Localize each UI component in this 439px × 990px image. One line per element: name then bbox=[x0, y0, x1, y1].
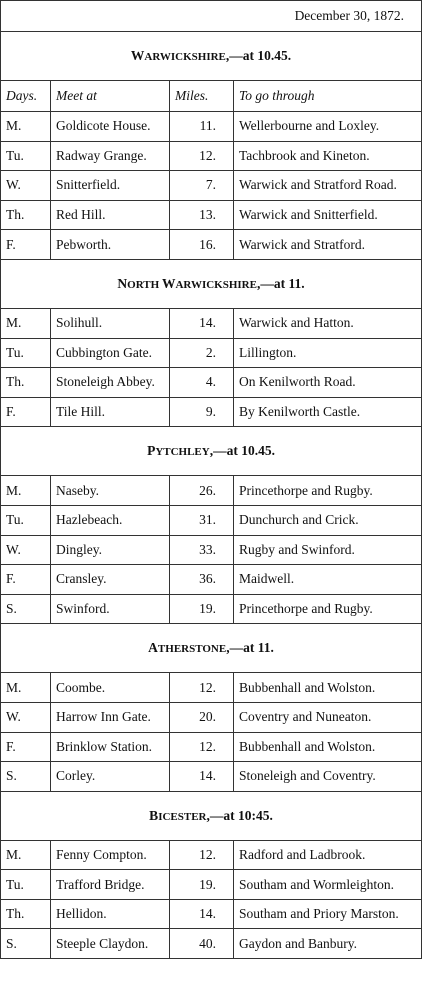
section-title bbox=[1, 32, 422, 81]
cell-miles: 33. bbox=[170, 535, 234, 565]
section-name-rest: ICESTER bbox=[158, 810, 207, 823]
cell-meet-at: Goldicote House. bbox=[51, 112, 170, 142]
table-row bbox=[1, 899, 422, 929]
section-name-rest-2: ARWICKSHIRE bbox=[175, 278, 257, 291]
cell-meet-at: Hellidon. bbox=[51, 899, 170, 929]
section-name-rest: ARWICKSHIRE bbox=[144, 51, 226, 63]
cell-meet-at: Fenny Compton. bbox=[51, 840, 170, 870]
cell-miles: 7. bbox=[170, 171, 234, 201]
table-row bbox=[1, 870, 422, 900]
cell-to-go-through: Gaydon and Banbury. bbox=[234, 929, 422, 959]
cell-day: S. bbox=[1, 929, 51, 959]
cell-to-go-through: Tachbrook and Kineton. bbox=[234, 141, 422, 171]
section-name-initial: W bbox=[130, 48, 145, 63]
cell-miles: 31. bbox=[170, 505, 234, 535]
cell-day: M. bbox=[1, 308, 51, 338]
cell-to-go-through: Warwick and Snitterfield. bbox=[234, 200, 422, 230]
cell-day: W. bbox=[1, 702, 51, 732]
table-row bbox=[1, 840, 422, 870]
cell-day: M. bbox=[1, 840, 51, 870]
cell-to-go-through: Bubbenhall and Wolston. bbox=[234, 732, 422, 762]
cell-meet-at: Brinklow Station. bbox=[51, 732, 170, 762]
cell-day: Tu. bbox=[1, 505, 51, 535]
cell-day: M. bbox=[1, 673, 51, 703]
cell-day: Th. bbox=[1, 899, 51, 929]
cell-meet-at: Tile Hill. bbox=[51, 397, 170, 427]
appointments-table-body bbox=[1, 1, 422, 959]
cell-to-go-through: Radford and Ladbrook. bbox=[234, 840, 422, 870]
cell-miles: 14. bbox=[170, 762, 234, 792]
cell-meet-at: Swinford. bbox=[51, 594, 170, 624]
table-row bbox=[1, 338, 422, 368]
cell-day: Th. bbox=[1, 200, 51, 230]
cell-miles: 40. bbox=[170, 929, 234, 959]
section-name-rest: ORTH bbox=[127, 278, 162, 291]
section-time: ,—at 10.45. bbox=[225, 48, 292, 63]
header-to-go-through: To go through bbox=[234, 81, 422, 112]
cell-to-go-through: Lillington. bbox=[234, 338, 422, 368]
cell-to-go-through: Princethorpe and Rugby. bbox=[234, 476, 422, 506]
cell-miles: 36. bbox=[170, 565, 234, 595]
section-name-rest: THERSTONE bbox=[157, 643, 227, 656]
cell-day: Tu. bbox=[1, 338, 51, 368]
cell-miles: 12. bbox=[170, 840, 234, 870]
cell-to-go-through: Warwick and Stratford. bbox=[234, 230, 422, 260]
cell-meet-at: Snitterfield. bbox=[51, 171, 170, 201]
cell-miles: 14. bbox=[170, 899, 234, 929]
section-title bbox=[1, 624, 422, 673]
cell-miles: 20. bbox=[170, 702, 234, 732]
cell-meet-at: Trafford Bridge. bbox=[51, 870, 170, 900]
cell-day: S. bbox=[1, 594, 51, 624]
column-header-row bbox=[1, 81, 422, 112]
cell-day: Tu. bbox=[1, 141, 51, 171]
cell-meet-at: Hazlebeach. bbox=[51, 505, 170, 535]
cell-miles: 12. bbox=[170, 732, 234, 762]
section-time: ,—at 10.45. bbox=[209, 443, 275, 459]
section-title-row bbox=[1, 791, 422, 840]
table-row bbox=[1, 368, 422, 398]
section-title-row bbox=[1, 624, 422, 673]
cell-to-go-through: Bubbenhall and Wolston. bbox=[234, 673, 422, 703]
cell-to-go-through: Coventry and Nuneaton. bbox=[234, 702, 422, 732]
table-row bbox=[1, 594, 422, 624]
table-row bbox=[1, 702, 422, 732]
cell-day: F. bbox=[1, 230, 51, 260]
table-row bbox=[1, 397, 422, 427]
table-row bbox=[1, 565, 422, 595]
table-row bbox=[1, 171, 422, 201]
cell-to-go-through: Southam and Priory Marston. bbox=[234, 899, 422, 929]
cell-meet-at: Cubbington Gate. bbox=[51, 338, 170, 368]
cell-to-go-through: Stoneleigh and Coventry. bbox=[234, 762, 422, 792]
cell-miles: 19. bbox=[170, 594, 234, 624]
cell-miles: 12. bbox=[170, 141, 234, 171]
cell-miles: 26. bbox=[170, 476, 234, 506]
cell-miles: 14. bbox=[170, 308, 234, 338]
header-miles: Miles. bbox=[170, 81, 234, 112]
section-time: ,—at 10:45. bbox=[206, 807, 273, 823]
header-days: Days. bbox=[1, 81, 51, 112]
cell-to-go-through: Princethorpe and Rugby. bbox=[234, 594, 422, 624]
table-row bbox=[1, 308, 422, 338]
table-row bbox=[1, 230, 422, 260]
cell-meet-at: Naseby. bbox=[51, 476, 170, 506]
date-text: December 30, 1872. bbox=[1, 1, 422, 32]
cell-miles: 19. bbox=[170, 870, 234, 900]
cell-day: F. bbox=[1, 732, 51, 762]
cell-to-go-through: Warwick and Stratford Road. bbox=[234, 171, 422, 201]
section-title bbox=[1, 791, 422, 840]
cell-to-go-through: Wellerbourne and Loxley. bbox=[234, 112, 422, 142]
cell-day: W. bbox=[1, 171, 51, 201]
cell-miles: 11. bbox=[170, 112, 234, 142]
table-row bbox=[1, 141, 422, 171]
cell-meet-at: Steeple Claydon. bbox=[51, 929, 170, 959]
cell-meet-at: Stoneleigh Abbey. bbox=[51, 368, 170, 398]
table-row bbox=[1, 762, 422, 792]
cell-meet-at: Harrow Inn Gate. bbox=[51, 702, 170, 732]
cell-day: S. bbox=[1, 762, 51, 792]
cell-day: M. bbox=[1, 112, 51, 142]
section-time: ,—at 11. bbox=[256, 275, 305, 291]
cell-day: M. bbox=[1, 476, 51, 506]
section-title-row bbox=[1, 32, 422, 81]
table-row bbox=[1, 673, 422, 703]
section-name-initial: P bbox=[147, 443, 156, 459]
cell-meet-at: Pebworth. bbox=[51, 230, 170, 260]
cell-meet-at: Cransley. bbox=[51, 565, 170, 595]
section-title-row bbox=[1, 259, 422, 308]
cell-miles: 13. bbox=[170, 200, 234, 230]
section-title bbox=[1, 427, 422, 476]
section-name-initial: A bbox=[148, 640, 158, 656]
cell-meet-at: Red Hill. bbox=[51, 200, 170, 230]
section-title bbox=[1, 259, 422, 308]
section-time: ,—at 11. bbox=[226, 640, 274, 656]
cell-day: Tu. bbox=[1, 870, 51, 900]
cell-to-go-through: By Kenilworth Castle. bbox=[234, 397, 422, 427]
date-row bbox=[1, 1, 422, 32]
table-row bbox=[1, 112, 422, 142]
table-row bbox=[1, 535, 422, 565]
cell-day: W. bbox=[1, 535, 51, 565]
cell-meet-at: Coombe. bbox=[51, 673, 170, 703]
table-row bbox=[1, 200, 422, 230]
section-name-initial-2: W bbox=[161, 275, 176, 291]
cell-miles: 12. bbox=[170, 673, 234, 703]
cell-day: F. bbox=[1, 565, 51, 595]
cell-miles: 4. bbox=[170, 368, 234, 398]
table-row bbox=[1, 505, 422, 535]
cell-meet-at: Radway Grange. bbox=[51, 141, 170, 171]
cell-to-go-through: Southam and Wormleighton. bbox=[234, 870, 422, 900]
cell-meet-at: Solihull. bbox=[51, 308, 170, 338]
cell-miles: 16. bbox=[170, 230, 234, 260]
cell-miles: 9. bbox=[170, 397, 234, 427]
cell-meet-at: Corley. bbox=[51, 762, 170, 792]
cell-day: Th. bbox=[1, 368, 51, 398]
cell-to-go-through: Maidwell. bbox=[234, 565, 422, 595]
section-name-rest: YTCHLEY bbox=[155, 446, 210, 459]
section-name-initial: N bbox=[117, 275, 128, 291]
cell-to-go-through: Warwick and Hatton. bbox=[234, 308, 422, 338]
cell-to-go-through: Dunchurch and Crick. bbox=[234, 505, 422, 535]
cell-to-go-through: Rugby and Swinford. bbox=[234, 535, 422, 565]
cell-miles: 2. bbox=[170, 338, 234, 368]
table-row bbox=[1, 929, 422, 959]
table-row bbox=[1, 732, 422, 762]
cell-day: F. bbox=[1, 397, 51, 427]
table-row bbox=[1, 476, 422, 506]
section-title-row bbox=[1, 427, 422, 476]
section-name-initial: B bbox=[149, 807, 159, 823]
header-meet-at: Meet at bbox=[51, 81, 170, 112]
cell-to-go-through: On Kenilworth Road. bbox=[234, 368, 422, 398]
cell-meet-at: Dingley. bbox=[51, 535, 170, 565]
